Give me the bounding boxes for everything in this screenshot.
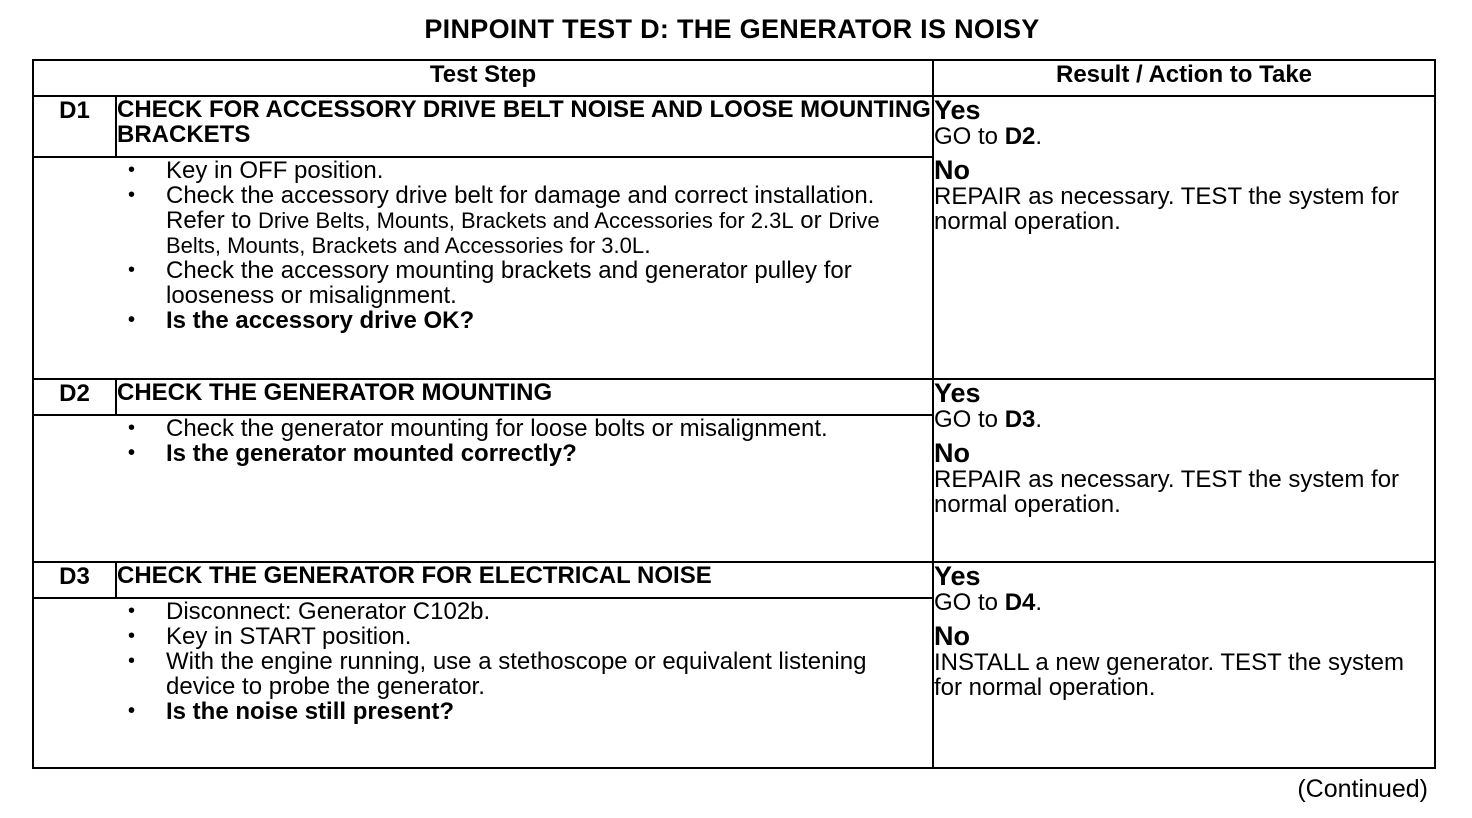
goto-step-link: D2 xyxy=(1004,123,1036,150)
step-heading-row-d1 xyxy=(33,96,1435,157)
yes-action: GO to D3. xyxy=(934,406,1043,433)
yes-label: Yes xyxy=(934,95,981,125)
step-body-d2 xyxy=(33,415,933,562)
yes-label: Yes xyxy=(934,561,981,591)
continued-note: (Continued) xyxy=(1297,775,1428,803)
step-bullets-d2 xyxy=(34,416,932,466)
column-header-test-step: Test Step xyxy=(33,60,933,96)
step-bullets-d3 xyxy=(34,599,932,724)
step-body-d3 xyxy=(33,598,933,768)
goto-step-link: D3 xyxy=(1004,406,1036,433)
step-question: • Is the noise still present? xyxy=(34,699,932,724)
list-item: • Disconnect: Generator C102b. xyxy=(34,599,932,624)
goto-step-link: D4 xyxy=(1004,589,1036,616)
step-bullets-d1 xyxy=(34,158,932,333)
yes-label: Yes xyxy=(934,378,981,408)
no-action: REPAIR as necessary. TEST the system for normal operation. xyxy=(934,183,1400,235)
yes-action: GO to D2. xyxy=(934,123,1043,150)
list-item: • Check the accessory mounting brackets and generator pulley for looseness or misalignment. xyxy=(34,258,932,308)
list-item: • Check the generator mounting for loose bolts or misalignment. xyxy=(34,416,932,441)
result-cell-d3 xyxy=(933,562,1435,768)
list-item: • With the engine running, use a stethoscope or equivalent listening device to probe the generator. xyxy=(34,649,932,699)
no-label: No xyxy=(934,155,970,185)
page-title: PINPOINT TEST D: THE GENERATOR IS NOISY xyxy=(424,14,1040,44)
list-item: • Key in START position. xyxy=(34,624,932,649)
result-cell-d1 xyxy=(933,96,1435,379)
no-label: No xyxy=(934,621,970,651)
step-heading-d1: CHECK FOR ACCESSORY DRIVE BELT NOISE AND LOOSE MOUNTING BRACKETS xyxy=(116,96,933,157)
step-body-d1 xyxy=(33,157,933,379)
step-question: • Is the accessory drive OK? xyxy=(34,308,932,333)
table-header-row xyxy=(33,60,1435,96)
reference-link: Drive Belts, Mounts, Brackets and Accessories for 3.0L xyxy=(166,208,880,258)
no-action: REPAIR as necessary. TEST the system for normal operation. xyxy=(934,466,1400,518)
step-id-d3: D3 xyxy=(33,562,116,598)
list-item: • Key in OFF position. xyxy=(34,158,932,183)
reference-link: Drive Belts, Mounts, Brackets and Accessories for 2.3L xyxy=(258,208,794,233)
step-heading-d2: CHECK THE GENERATOR MOUNTING xyxy=(116,379,933,415)
step-question: • Is the generator mounted correctly? xyxy=(34,441,932,466)
step-heading-row-d3 xyxy=(33,562,1435,598)
yes-action: GO to D4. xyxy=(934,589,1043,616)
pinpoint-test-table xyxy=(32,59,1436,769)
step-heading-d3: CHECK THE GENERATOR FOR ELECTRICAL NOISE xyxy=(116,562,933,598)
step-id-d1: D1 xyxy=(33,96,116,157)
no-label: No xyxy=(934,438,970,468)
result-cell-d2 xyxy=(933,379,1435,562)
list-item: • Check the accessory drive belt for damage and correct installation. Refer to Drive Belts, Mounts, Brackets and Accessories for 2.3L or Drive Belts, Mounts, Brackets and Accessories for 3.0L. xyxy=(34,183,932,258)
step-heading-row-d2 xyxy=(33,379,1435,415)
step-id-d2: D2 xyxy=(33,379,116,415)
column-header-result: Result / Action to Take xyxy=(933,60,1435,96)
no-action: INSTALL a new generator. TEST the system for normal operation. xyxy=(934,649,1405,701)
